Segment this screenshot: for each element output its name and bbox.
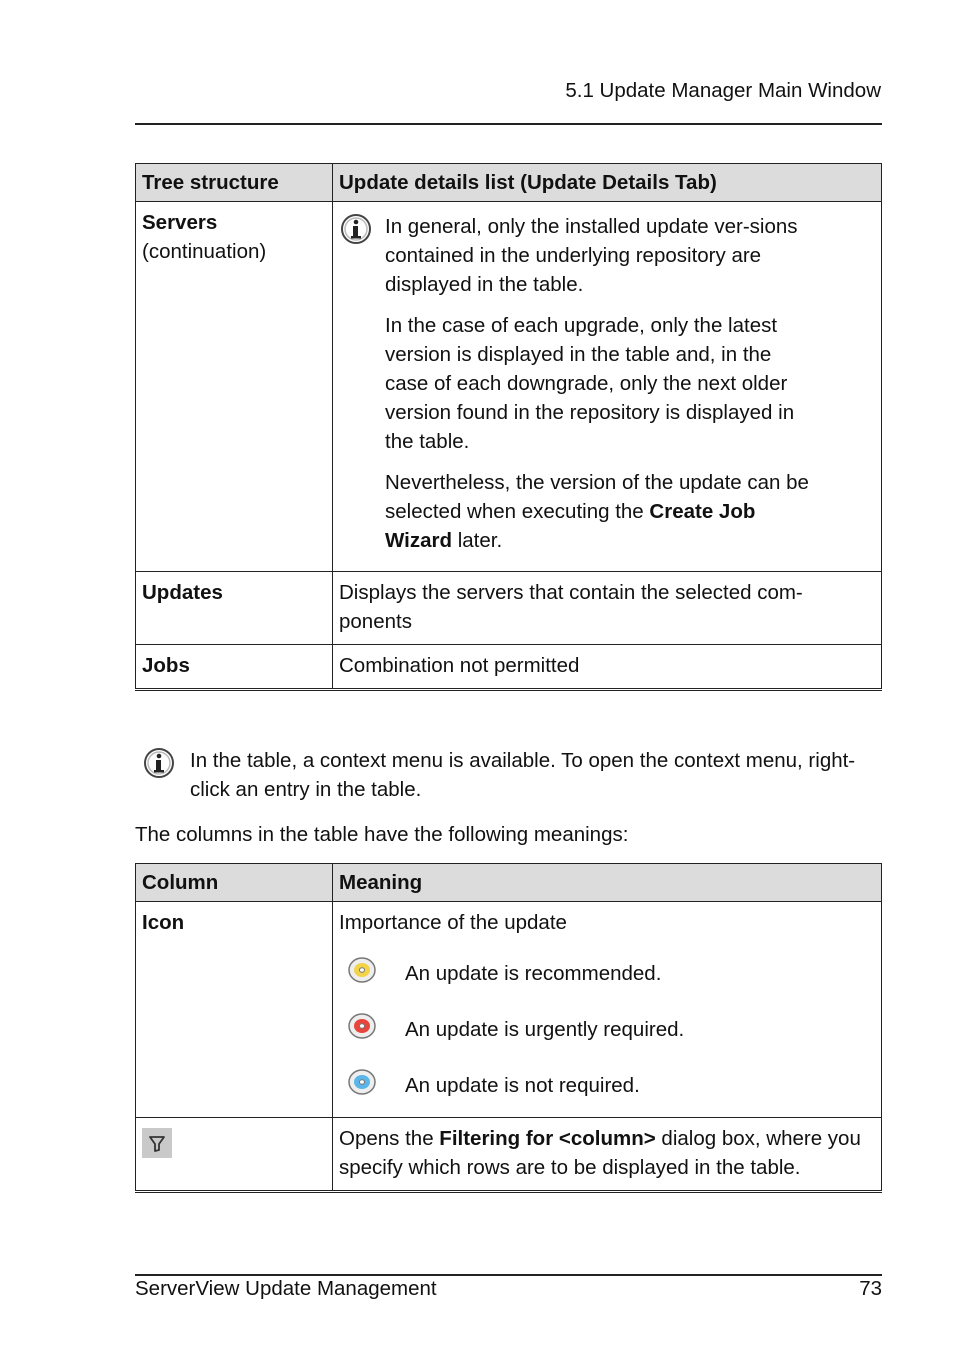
table-row: [136, 202, 882, 572]
filter-icon: [142, 1128, 172, 1158]
context-menu-note: [142, 746, 862, 804]
page-number: 73: [859, 1277, 882, 1300]
running-header: 5.1 Update Manager Main Window: [565, 79, 881, 102]
row-label-updates: Updates: [136, 572, 333, 645]
row-content: Displays the servers that contain the selected com-ponents: [333, 572, 882, 645]
cd-red-icon: [347, 1009, 379, 1049]
note-paragraph: Nevertheless, the version of the update can be selected when executing the Create Job Wizard later.: [385, 471, 809, 552]
intro-text: The columns in the table have the following meanings:: [135, 823, 629, 846]
footer-title: ServerView Update Management: [135, 1277, 437, 1300]
table-row: [136, 645, 882, 690]
cd-blue-icon: [347, 1065, 379, 1105]
row-label-filter: [136, 1118, 333, 1192]
importance-item: [347, 1065, 875, 1105]
note-text: In the table, a context menu is available. To open the context menu, right-click an entry in the table.: [190, 749, 856, 801]
column-header: Column: [136, 864, 333, 902]
dialog-name: Filtering for <column>: [439, 1127, 656, 1150]
info-icon: [339, 212, 371, 244]
column-header: Meaning: [333, 864, 882, 902]
row-label: [136, 202, 333, 572]
row-label-icon: Icon: [136, 902, 333, 1118]
row-content: [333, 902, 882, 1118]
table-header-row: [136, 864, 882, 902]
row-content: [333, 202, 882, 572]
note-paragraph: In the case of each upgrade, only the latest version is displayed in the table and, in the case of each downgrade, only the next older version found in the repository is displayed in the table.: [385, 314, 795, 453]
cd-yellow-icon: [347, 953, 379, 993]
table-header-row: [136, 164, 882, 202]
importance-label: An update is recommended.: [405, 961, 662, 985]
importance-label: An update is urgently required.: [405, 1017, 685, 1041]
column-header: Tree structure: [136, 164, 333, 202]
importance-text: Importance of the update: [339, 911, 567, 934]
row-label-sub: (continuation): [142, 240, 267, 263]
header-rule: [135, 123, 882, 125]
column-header: Update details list (Update Details Tab): [333, 164, 882, 202]
footer-rule: [135, 1274, 882, 1276]
row-label-jobs: Jobs: [136, 645, 333, 690]
table-row: [136, 1118, 882, 1192]
columns-table: [135, 863, 882, 1193]
table-row: [136, 902, 882, 1118]
table-row: [136, 572, 882, 645]
note-paragraph: In general, only the installed update ver-sions contained in the underlying repository are displayed in the table.: [385, 215, 798, 296]
row-label-servers: Servers: [142, 211, 218, 234]
wizard-name: Create Job Wizard: [385, 500, 756, 552]
importance-item: [347, 953, 875, 993]
importance-label: An update is not required.: [405, 1073, 640, 1097]
importance-item: [347, 1009, 875, 1049]
info-icon: [142, 746, 174, 778]
row-content: Opens the Filtering for <column> dialog box, where you specify which rows are to be displayed in the table.: [333, 1118, 882, 1192]
row-content: Combination not permitted: [333, 645, 882, 690]
tree-structure-table: [135, 163, 882, 691]
